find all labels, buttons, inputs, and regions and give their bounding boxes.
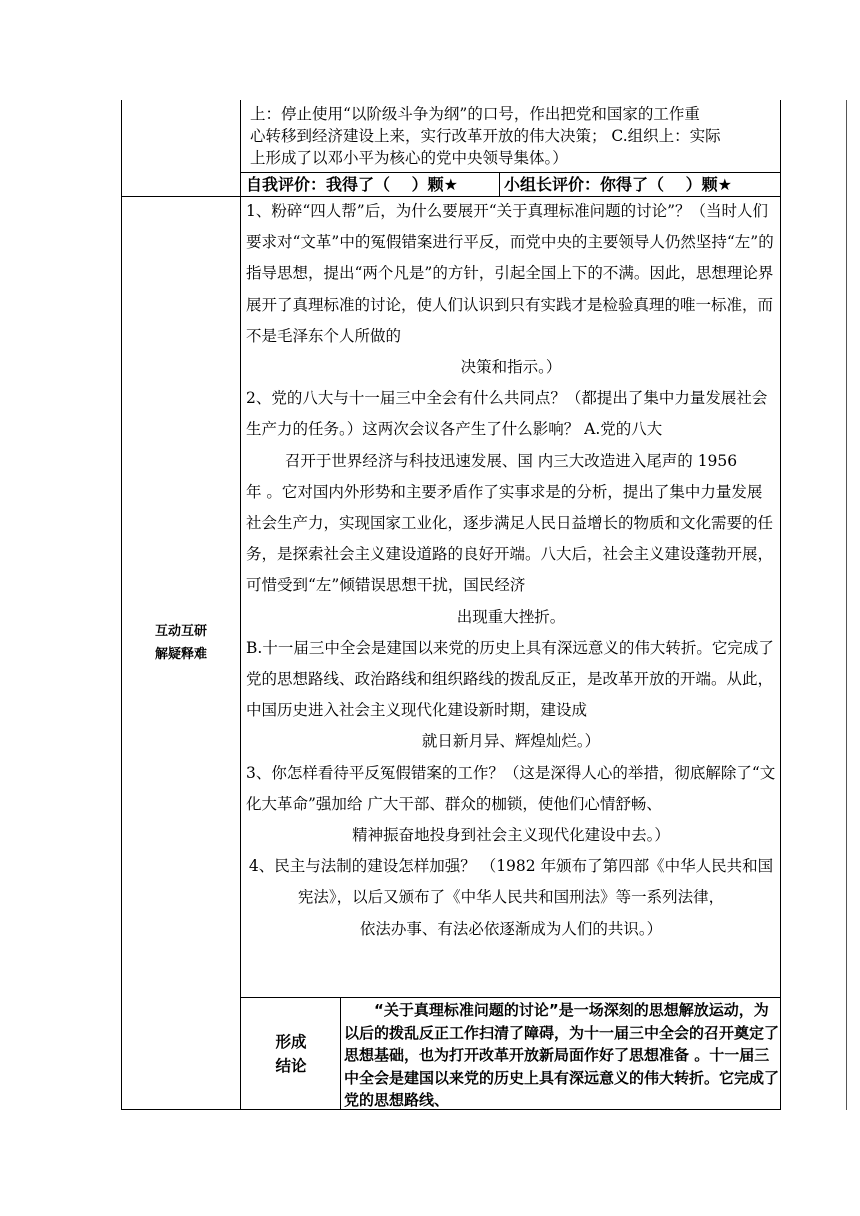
questions-block [246, 196, 776, 945]
conclusion-label [242, 1030, 340, 1078]
table-bottom-border [121, 1109, 781, 1110]
table-left-border [121, 100, 122, 1110]
conclusion-label-line-1: 形成 [275, 1033, 307, 1051]
question-4-end: 依法办事、有法必依逐渐成为人们的共识。） [359, 919, 663, 938]
question-3-end: 精神振奋地投身到社会主义现代化建设中去。） [352, 826, 670, 845]
continued-answer-text [250, 103, 778, 169]
conclusion-label-line-2: 结论 [275, 1057, 307, 1075]
section-label-line-1: 互动互研 [154, 624, 207, 639]
continued-line-2: 心转移到经济建设上来，实行改革开放的伟大决策； C.组织上：实际 [250, 127, 721, 145]
section-label [122, 620, 240, 666]
question-1: 1、粉碎“四人帮”后，为什么要展开“关于真理标准问题的讨论”？（当时人们要求对“文革”中的冤假错案进行平反，而党中央的主要领导人仍然坚持“左”的指导思想，提出“两个凡是”的方针，引起全国上下的不满。因此，思想理论界展开了真理标准的讨论，使人们认识到只有实践才是检验真理的唯一标准，而不是毛泽东个人所做的 [246, 202, 774, 345]
self-evaluation: 自我评价：我得了（ ）颗★ [246, 175, 458, 194]
question-2-part-b: B.十一届三中全会是建国以来党的历史上具有深远意义的伟大转折。它完成了党的思想路线、政治路线和组织路线的拨乱反正，是改革开放的开端。从此，中国历史进入社会主义现代化建设新时期，建设成 [246, 638, 774, 720]
conclusion-divider [340, 997, 341, 1110]
question-4: 4、民主与法制的建设怎样加强？ （1982 年颁布了第四部《中华人民共和国宪法》，以后又颁布了《中华人民共和国刑法》等一系列法律， [248, 857, 774, 907]
page-edge-line [846, 100, 847, 1110]
conclusion-text: “关于真理标准问题的讨论”是一场深刻的思想解放运动，为以后的拨乱反正工作扫清了障碍，为十一届三中全会的召开奠定了思想基础，也为打开改革开放新局面作好了思想准备 。十一届三中全会是建国以来党的历史上具有深远意义的伟大转折。它完成了党的思想路线、 [344, 1001, 780, 1109]
question-2-end: 出现重大挫折。 [456, 607, 566, 626]
row-divider-conclusion [240, 997, 781, 998]
question-2-part-b-end: 就日新月异、辉煌灿烂。） [421, 732, 601, 751]
question-2: 2、党的八大与十一届三中全会有什么共同点？（都提出了集中力量发展社会生产力的任务。）这两次会议各产生了什么影响？ A.党的八大 [246, 389, 768, 439]
continued-line-3: 上形成了以邓小平为核心的党中央领导集体。） [250, 149, 568, 167]
table-right-border [780, 100, 781, 1110]
question-1-end: 决策和指示。） [460, 358, 562, 377]
section-label-line-2: 解疑释难 [154, 647, 207, 662]
question-3: 3、你怎样看待平反冤假错案的工作？（这是深得人心的举措，彻底解除了“文化大革命”强加给 广大干部、群众的枷锁，使他们心情舒畅、 [246, 763, 776, 813]
question-2-line-b: 召开于世界经济与科技迅速发展、国 内三大改造进入尾声的 1956 [284, 451, 738, 470]
eval-divider [499, 172, 500, 196]
label-column-divider [240, 100, 241, 1110]
continued-line-1: 上：停止使用“以阶级斗争为纲”的口号，作出把党和国家的工作重 [250, 105, 700, 123]
question-2-line-c: 年 。它对国内外形势和主要矛盾作了实事求是的分析，提出了集中力量发展社会生产力，实现国家工业化，逐步满足人民日益增长的物质和文化需要的任务，是探索社会主义建设道路的良好开端。八大后，社会主义建设蓬勃开展，可惜受到“左”倾错误思想干扰，国民经济 [246, 482, 774, 595]
group-leader-evaluation: 小组长评价：你得了（ ）颗★ [504, 175, 732, 194]
